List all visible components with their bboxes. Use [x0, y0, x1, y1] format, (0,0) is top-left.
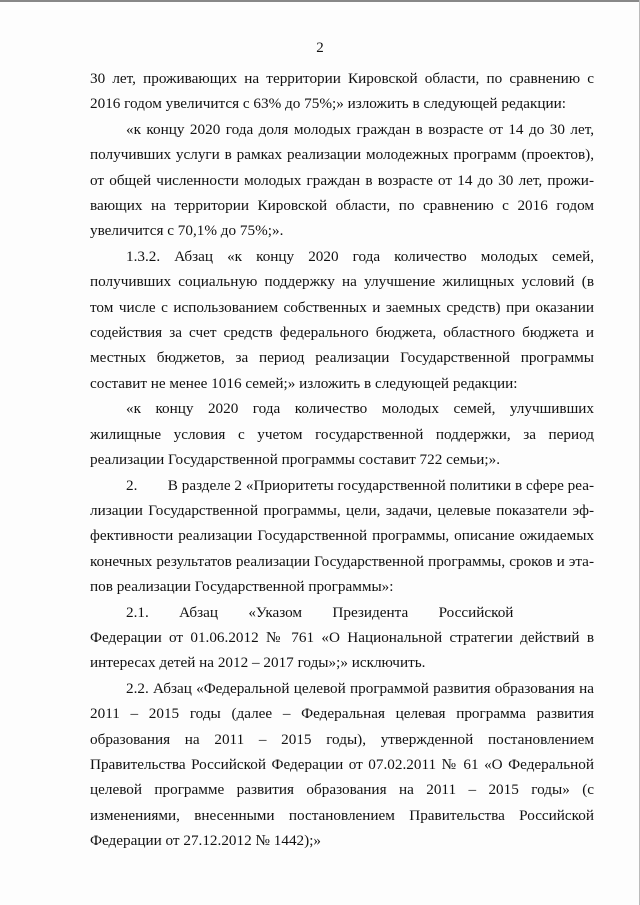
document-body	[90, 66, 594, 854]
paragraph-new-wording-youth-share: «к концу 2020 года доля молодых граждан в возрасте от 14 до 30 лет, получивших услуги в рамках реализации молодежных программ (проектов), от общей численности молодых граждан в возрасте от 14 до 30 лет, проживающих на территории Кировской области, по сравнению с 2016 годом увеличится с 70,1% до 75%;».	[90, 120, 594, 240]
paragraph-1-3-2: 1.3.2. Абзац «к концу 2020 года количество молодых семей, получивших социальную поддержку на улучшение жилищных условий (в том числе с использованием собственных и заемных средств) при оказании содействия за счет средств федерального бюджета, областного бюджета и местных бюджетов, за период реализации Государственной программы составит не менее 1016 семей;» изложить в следующей редакции:	[90, 247, 594, 392]
paragraph-continuation: 30 лет, проживающих на территории Кировской области, по сравнению с 2016 годом увеличится с 63% до 75%;» изложить в следующей редакции:	[90, 70, 594, 113]
paragraph-2-2: 2.2. Абзац «Федеральной целевой программой развития образования на 2011 – 2015 годы (далее – Федеральная целевая программа развития образования на 2011 – 2015 годы), утвержденной постановлением Правительства Российской Федерации от 07.02.2011 № 61 «О Федеральной целевой программе развития образования на 2011 – 2015 годы» (с изменениями, внесенными постановлением Правительства Российской Федерации от 27.12.2012 № 1442);»	[90, 679, 594, 850]
paragraph-section-2: 2. В разделе 2 «Приоритеты государственной политики в сфере реализации Государственной программы, цели, задачи, целевые показатели эффективности реализации Государственной программы, описание ожидаемых конечных результатов реализации Государственной программы, сроков и этапов реализации Государственной программы»:	[90, 476, 594, 596]
paragraph-2-1: 2.1. Абзац «Указом Президента Российской Федерации от 01.06.2012 № 761 «О Национальной стратегии действий в интересах детей на 2012 – 2017 годы»;» исключить.	[90, 603, 594, 672]
page-number: 2	[316, 40, 324, 56]
scan-top-edge	[0, 0, 640, 2]
paragraph-new-wording-young-families: «к концу 2020 года количество молодых семей, улучшивших жилищные условия с учетом государственной поддержки, за период реализации Государственной программы составит 722 семьи;».	[90, 400, 594, 469]
